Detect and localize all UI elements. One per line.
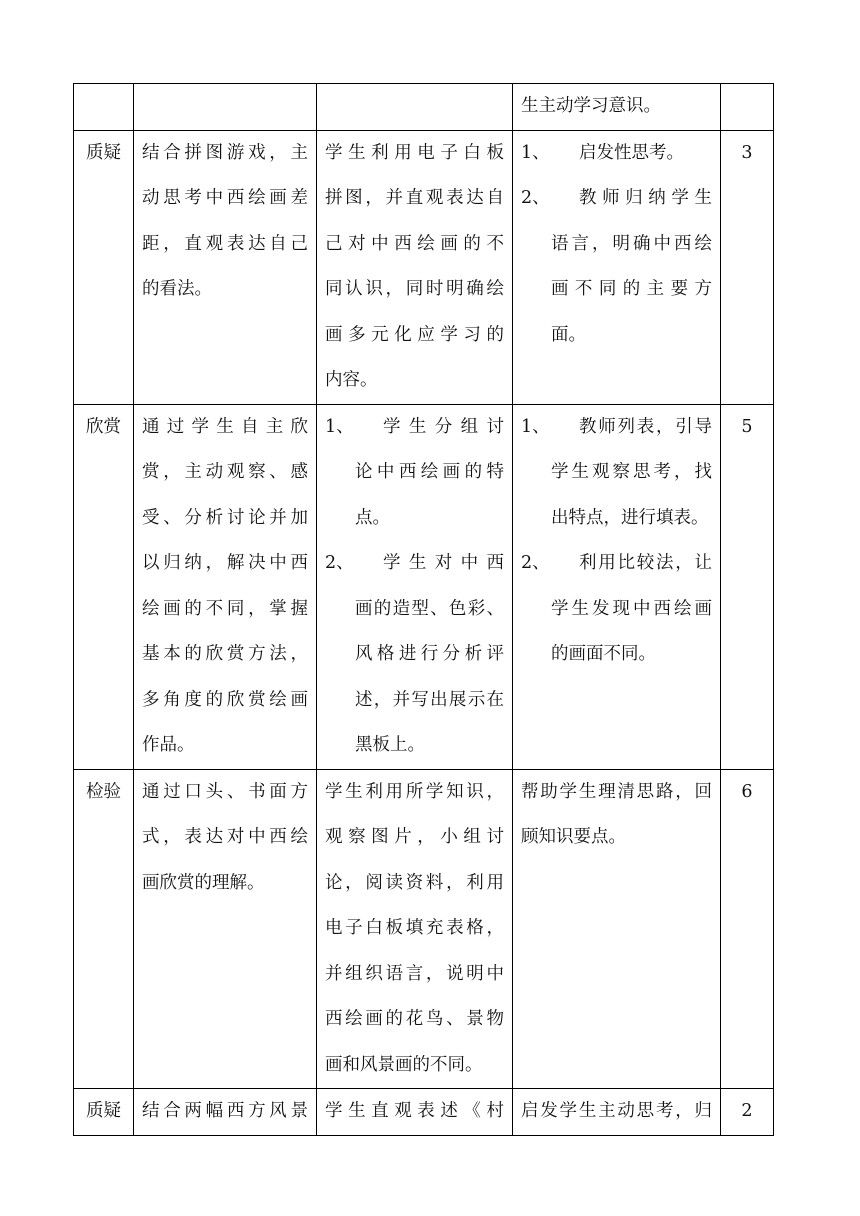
text-line: 黑板上。 xyxy=(355,735,425,755)
text-line: 帮助学生理清思路，回 xyxy=(521,781,712,802)
text-line: 式，表达对中西绘 xyxy=(142,827,308,847)
text-line: 学生直观表述《村 xyxy=(325,1101,504,1121)
teacher-cell xyxy=(513,1089,721,1136)
text-line: 启发学生主动思考，归 xyxy=(521,1101,712,1121)
item-number: 1、 xyxy=(521,142,550,163)
text-line: 动思考中西绘画差 xyxy=(142,188,308,208)
table-row xyxy=(74,769,774,1089)
time-cell: 3 xyxy=(721,130,774,404)
text-line: 西绘画的花鸟、景物 xyxy=(325,1009,504,1029)
text-line: 顾知识要点。 xyxy=(521,827,626,847)
text-line: 赏，主动观察、感 xyxy=(142,462,308,482)
text-line: 论中西绘画的特 xyxy=(355,462,504,482)
item-number: 2、 xyxy=(521,553,550,573)
item-number: 2、 xyxy=(521,188,550,208)
time-cell: 5 xyxy=(721,404,774,769)
text-line: 生主动学习意识。 xyxy=(521,96,661,116)
lesson-plan-table xyxy=(73,83,774,1136)
text-line: 面。 xyxy=(551,324,586,345)
teacher-cell xyxy=(513,130,721,404)
teacher-cell xyxy=(513,769,721,1089)
text-line: 画的造型、色彩、 xyxy=(355,598,504,619)
text-line: 利用比较法，让 xyxy=(579,553,712,573)
text-line: 作品。 xyxy=(142,735,195,755)
text-line: 学生发现中西绘画 xyxy=(551,598,712,619)
student-cell xyxy=(317,1089,513,1136)
activity-cell xyxy=(134,404,317,769)
text-line: 以归纳，解决中西 xyxy=(142,553,308,573)
stage-cell: 欣赏 xyxy=(74,404,134,769)
text-line: 学生观察思考，找 xyxy=(551,462,712,482)
text-line: 通过口头、书面方 xyxy=(142,781,308,802)
text-line: 己对中西绘画的不 xyxy=(325,233,504,254)
teacher-cell xyxy=(513,404,721,769)
activity-cell xyxy=(134,130,317,404)
text-line: 画多元化应学习的 xyxy=(325,324,504,345)
text-line: 学生利用所学知识， xyxy=(325,781,504,802)
text-line: 内容。 xyxy=(325,370,378,390)
text-line: 学生分组讨 xyxy=(383,416,504,437)
activity-cell xyxy=(134,84,317,131)
time-cell xyxy=(721,84,774,131)
text-line: 同认识，同时明确绘 xyxy=(325,279,504,299)
text-line: 语言，明确中西绘 xyxy=(551,233,712,254)
text-line: 观察图片，小组讨 xyxy=(325,827,504,847)
stage-cell xyxy=(74,84,134,131)
text-line: 启发性思考。 xyxy=(579,142,684,163)
table-row xyxy=(74,1089,774,1136)
text-line: 学生利用电子白板 xyxy=(325,142,504,163)
list-item xyxy=(521,176,712,358)
activity-cell xyxy=(134,769,317,1089)
student-cell xyxy=(317,130,513,404)
text-line: 绘画的不同，掌握 xyxy=(142,598,308,619)
student-cell xyxy=(317,769,513,1089)
stage-cell: 检验 xyxy=(74,769,134,1089)
list-item xyxy=(325,541,504,769)
stage-cell: 质疑 xyxy=(74,1089,134,1136)
list-item xyxy=(521,541,712,678)
text-line: 多角度的欣赏绘画 xyxy=(142,689,308,710)
activity-cell xyxy=(134,1089,317,1136)
text-line: 风格进行分析评 xyxy=(355,644,504,664)
text-line: 并组织语言，说明中 xyxy=(325,963,504,984)
text-line: 的画面不同。 xyxy=(551,644,656,664)
text-line: 电子白板填充表格， xyxy=(325,918,504,938)
text-line: 出特点，进行填表。 xyxy=(551,507,709,528)
text-line: 教师列表，引导 xyxy=(579,416,712,437)
text-line: 基本的欣赏方法， xyxy=(142,644,308,664)
table-row xyxy=(74,130,774,404)
text-line: 结合两幅西方风景 xyxy=(142,1101,308,1121)
student-cell xyxy=(317,404,513,769)
table-row xyxy=(74,84,774,131)
teacher-cell xyxy=(513,84,721,131)
item-number: 2、 xyxy=(325,553,354,573)
text-line: 通过学生自主欣 xyxy=(142,416,308,437)
stage-cell: 质疑 xyxy=(74,130,134,404)
text-line: 教师归纳学生 xyxy=(579,188,712,208)
table-row xyxy=(74,404,774,769)
text-line: 的看法。 xyxy=(142,279,212,299)
time-cell: 2 xyxy=(721,1089,774,1136)
text-line: 学生对中西 xyxy=(383,553,504,573)
item-number: 1、 xyxy=(325,416,354,437)
list-item xyxy=(325,405,504,542)
list-item xyxy=(521,131,712,177)
time-cell: 6 xyxy=(721,769,774,1089)
item-number: 1、 xyxy=(521,416,550,437)
text-line: 论，阅读资料，利用 xyxy=(325,872,504,893)
text-line: 点。 xyxy=(355,507,390,528)
text-line: 拼图，并直观表达自 xyxy=(325,188,504,208)
text-line: 结合拼图游戏，主 xyxy=(142,142,308,163)
text-line: 距，直观表达自己 xyxy=(142,233,308,254)
text-line: 画欣赏的理解。 xyxy=(142,872,265,893)
text-line: 述，并写出展示在 xyxy=(355,689,504,710)
text-line: 画不同的主要方 xyxy=(551,279,712,299)
text-line: 画和风景画的不同。 xyxy=(325,1054,483,1075)
list-item xyxy=(521,405,712,542)
text-line: 受、分析讨论并加 xyxy=(142,507,308,528)
student-cell xyxy=(317,84,513,131)
